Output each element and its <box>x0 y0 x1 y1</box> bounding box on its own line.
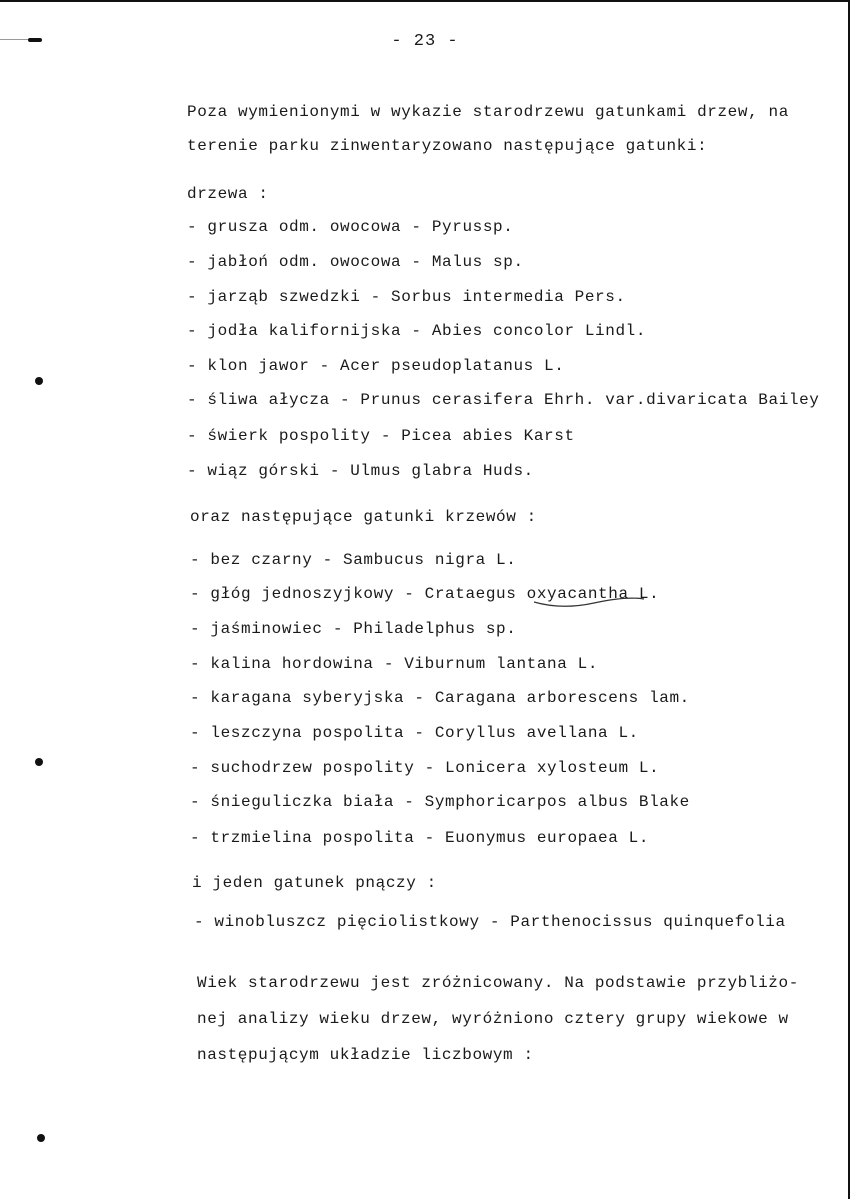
tree-list-item: - jabłoń odm. owocowa - Malus sp. <box>187 253 524 271</box>
tree-list-item: - jodła kalifornijska - Abies concolor Lindl. <box>187 322 647 340</box>
closing-line: Wiek starodrzewu jest zróżnicowany. Na podstawie przybliżo- <box>197 974 799 992</box>
tree-list-item: - klon jawor - Acer pseudoplatanus L. <box>187 357 565 375</box>
shrub-list-item: - jaśminowiec - Philadelphus sp. <box>190 620 517 638</box>
intro-line: Poza wymienionymi w wykazie starodrzewu gatunkami drzew, na <box>187 103 789 121</box>
intro-line: terenie parku zinwentaryzowano następujące gatunki: <box>187 137 708 155</box>
tree-list-item: - śliwa ałycza - Prunus cerasifera Ehrh. var.divaricata Bailey <box>187 391 820 409</box>
shrub-list-item: - śnieguliczka biała - Symphoricarpos albus Blake <box>190 793 690 811</box>
shrub-list-item: - kalina hordowina - Viburnum lantana L. <box>190 655 599 673</box>
trees-heading: drzewa : <box>187 185 269 203</box>
tree-list-item: - grusza odm. owocowa - Pyrussp. <box>187 218 514 236</box>
page-number: - 23 - <box>391 32 459 51</box>
handwritten-underline <box>532 596 652 610</box>
shrub-list-item: - leszczyna pospolita - Coryllus avellana L. <box>190 724 639 742</box>
shrub-list-item: - trzmielina pospolita - Euonymus europaea L. <box>190 829 650 847</box>
shrubs-heading: oraz następujące gatunki krzewów : <box>190 508 537 526</box>
climbers-heading: i jeden gatunek pnączy : <box>192 874 437 892</box>
shrub-list-item: - suchodrzew pospolity - Lonicera xylosteum L. <box>190 759 660 777</box>
tree-list-item: - jarząb szwedzki - Sorbus intermedia Pers. <box>187 288 626 306</box>
tree-list-item: - wiąz górski - Ulmus glabra Huds. <box>187 462 534 480</box>
shrub-list-item: - głóg jednoszyjkowy - Crataegus oxyacantha L. <box>190 585 660 603</box>
tree-list-item: - świerk pospolity - Picea abies Karst <box>187 427 575 445</box>
shrub-list-item: - bez czarny - Sambucus nigra L. <box>190 551 517 569</box>
climber-list-item: - winobluszcz pięciolistkowy - Parthenocissus quinquefolia <box>194 913 786 931</box>
closing-line: następującym układzie liczbowym : <box>197 1046 534 1064</box>
punch-hole-mark <box>35 758 43 766</box>
closing-line: nej analizy wieku drzew, wyróżniono cztery grupy wiekowe w <box>197 1010 789 1028</box>
punch-hole-mark <box>37 1134 45 1142</box>
shrub-list-item: - karagana syberyjska - Caragana arborescens lam. <box>190 689 690 707</box>
punch-hole-mark <box>35 377 43 385</box>
